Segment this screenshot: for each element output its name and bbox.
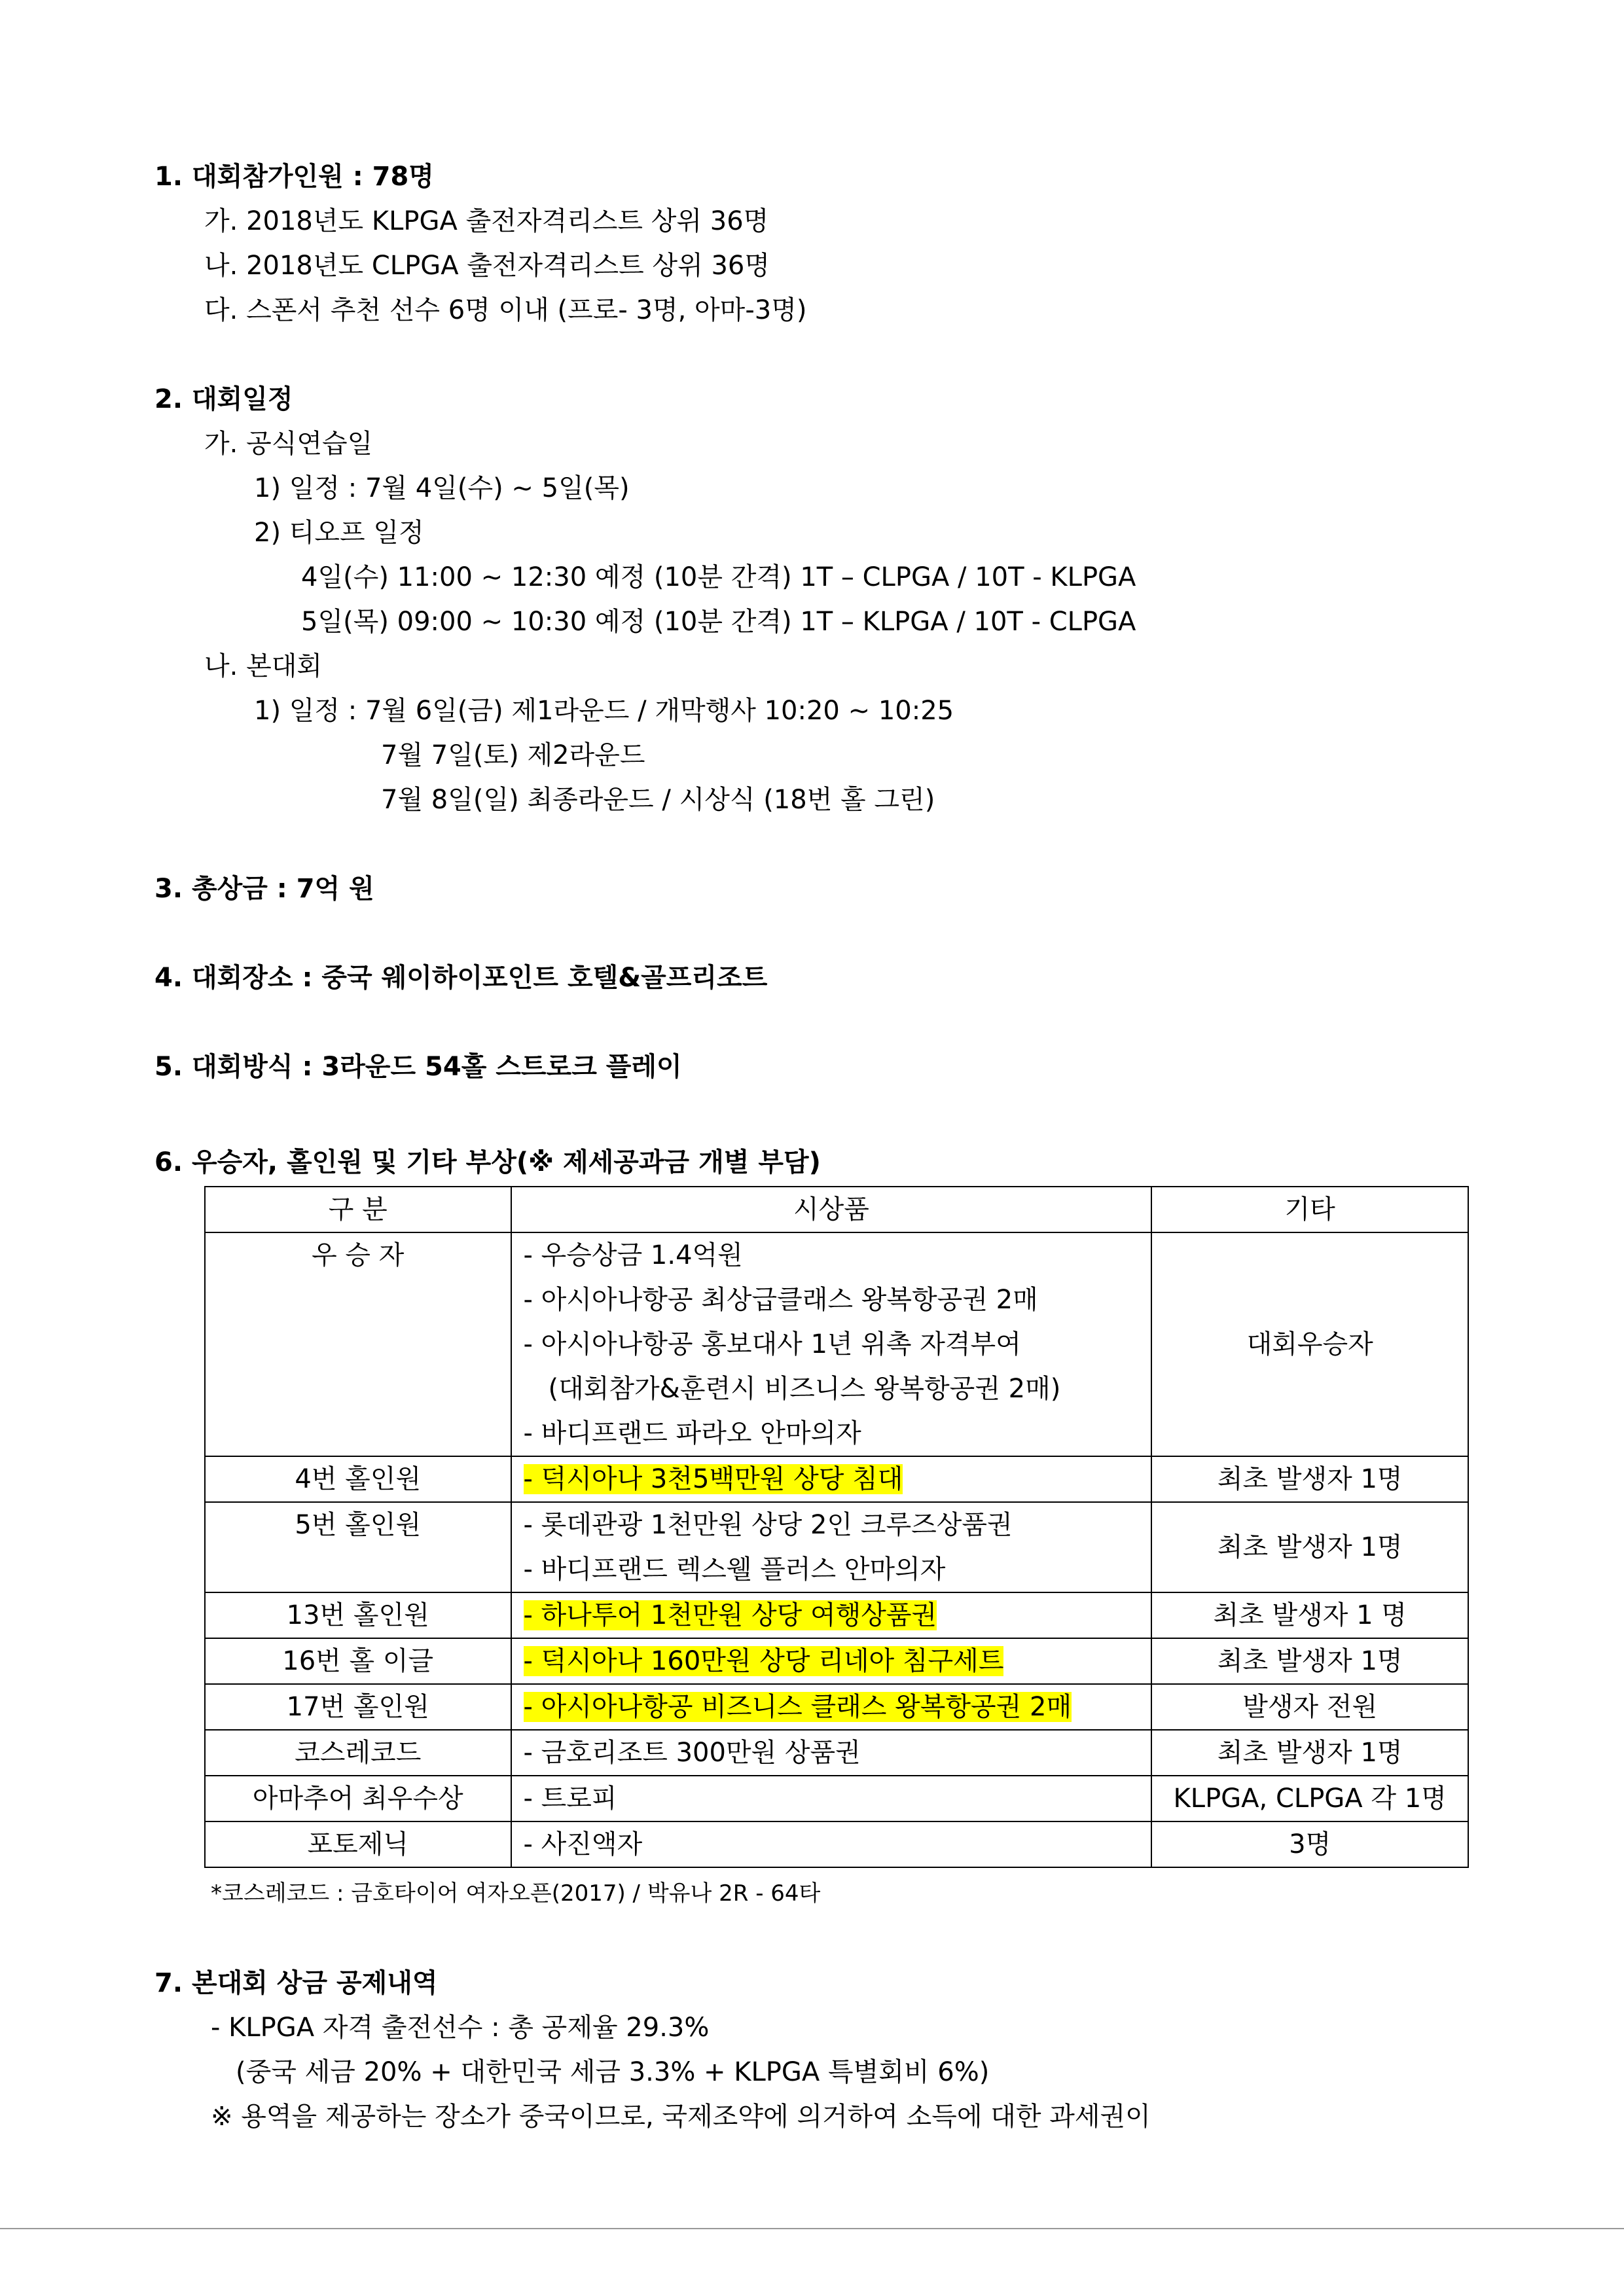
s1-item-da: 다. 스폰서 추천 선수 6명 이내 (프로- 3명, 아마-3명) (204, 295, 807, 325)
table-row (205, 1638, 1468, 1684)
prize-item-highlighted: - 아시아나항공 비즈니스 클래스 왕복항공권 2매 (523, 1692, 1072, 1722)
row-etc: 3명 (1151, 1821, 1468, 1867)
row-prize (511, 1592, 1152, 1638)
page-bottom-divider (0, 2228, 1624, 2229)
row-prize: - 사진액자 (511, 1821, 1152, 1867)
s2-ga-2a: 4일(수) 11:00 ~ 12:30 예정 (10분 간격) 1T – CLPGA / 10T - KLPGA (301, 562, 1136, 592)
row-prize (511, 1502, 1152, 1592)
row-etc: 대회우승자 (1151, 1232, 1468, 1456)
section-4-title: 4. 대회장소 : 중국 웨이하이포인트 호텔&골프리조트 (154, 963, 768, 993)
prize-item-highlighted: - 덕시아나 160만원 상당 리네아 침구세트 (523, 1646, 1004, 1676)
prize-item: - 바디프랜드 렉스웰 플러스 안마의자 (523, 1554, 946, 1585)
prize-item: - 우승상금 1.4억원 (523, 1240, 743, 1270)
row-prize (511, 1232, 1152, 1456)
row-prize (511, 1456, 1152, 1502)
row-etc: 최초 발생자 1명 (1151, 1456, 1468, 1502)
s2-ga-2b: 5일(목) 09:00 ~ 10:30 예정 (10분 간격) 1T – KLPGA / 10T - CLPGA (301, 607, 1136, 637)
header-prize: 시상품 (511, 1187, 1152, 1232)
table-row (205, 1592, 1468, 1638)
s7-line-2: (중국 세금 20% + 대한민국 세금 3.3% + KLPGA 특별회비 6%) (236, 2057, 990, 2087)
table-row (205, 1502, 1468, 1592)
row-category: 4번 홀인원 (205, 1456, 511, 1502)
header-etc: 기타 (1151, 1187, 1468, 1232)
row-etc: 발생자 전원 (1151, 1684, 1468, 1730)
s2-na-1: 1) 일정 : 7월 6일(금) 제1라운드 / 개막행사 10:20 ~ 10:25 (254, 696, 954, 726)
prize-item: (대회참가&훈련시 비즈니스 왕복항공권 2매) (548, 1374, 1061, 1404)
row-etc: 최초 발생자 1명 (1151, 1730, 1468, 1776)
s2-na: 나. 본대회 (204, 651, 322, 681)
prize-item-highlighted: - 덕시아나 3천5백만원 상당 침대 (523, 1464, 903, 1494)
prize-table (204, 1186, 1469, 1868)
row-category: 아마추어 최우수상 (205, 1776, 511, 1821)
section-6-title: 6. 우승자, 홀인원 및 기타 부상(※ 제세공과금 개별 부담) (154, 1147, 821, 1177)
row-category: 포토제닉 (205, 1821, 511, 1867)
table-row (205, 1456, 1468, 1502)
row-category: 13번 홀인원 (205, 1592, 511, 1638)
row-category: 16번 홀 이글 (205, 1638, 511, 1684)
table-row (205, 1776, 1468, 1821)
row-prize (511, 1638, 1152, 1684)
s1-item-ga: 가. 2018년도 KLPGA 출전자격리스트 상위 36명 (204, 206, 769, 236)
header-category: 구 분 (205, 1187, 511, 1232)
row-etc: KLPGA, CLPGA 각 1명 (1151, 1776, 1468, 1821)
table-row (205, 1821, 1468, 1867)
prize-item: - 아시아나항공 최상급클래스 왕복항공권 2매 (523, 1285, 1038, 1315)
row-prize: - 금호리조트 300만원 상품권 (511, 1730, 1152, 1776)
s2-na-3: 7월 8일(일) 최종라운드 / 시상식 (18번 홀 그린) (381, 785, 935, 815)
section-5-title: 5. 대회방식 : 3라운드 54홀 스트로크 플레이 (154, 1052, 682, 1082)
section-3-title: 3. 총상금 : 7억 원 (154, 874, 374, 904)
s7-line-3: ※ 용역을 제공하는 장소가 중국이므로, 국제조약에 의거하여 소득에 대한 과세권이 (211, 2102, 1151, 2132)
s2-na-2: 7월 7일(토) 제2라운드 (381, 740, 645, 770)
row-category: 우 승 자 (205, 1232, 511, 1456)
s1-item-na: 나. 2018년도 CLPGA 출전자격리스트 상위 36명 (204, 251, 770, 281)
row-category: 5번 홀인원 (205, 1502, 511, 1592)
s7-line-1: - KLPGA 자격 출전선수 : 총 공제율 29.3% (211, 2013, 710, 2043)
prize-item: - 아시아나항공 홍보대사 1년 위촉 자격부여 (523, 1329, 1021, 1359)
section-7-title: 7. 본대회 상금 공제내역 (154, 1968, 438, 1998)
prize-item: - 롯데관광 1천만원 상당 2인 크루즈상품권 (523, 1510, 1013, 1540)
section-2-title: 2. 대회일정 (154, 384, 293, 414)
s2-ga-1: 1) 일정 : 7월 4일(수) ~ 5일(목) (254, 473, 630, 503)
row-prize: - 트로피 (511, 1776, 1152, 1821)
s2-ga: 가. 공식연습일 (204, 429, 373, 459)
row-etc: 최초 발생자 1명 (1151, 1638, 1468, 1684)
row-etc: 최초 발생자 1 명 (1151, 1592, 1468, 1638)
prize-item: - 바디프랜드 파라오 안마의자 (523, 1418, 861, 1448)
section-1-title: 1. 대회참가인원 : 78명 (154, 162, 434, 192)
table-row (205, 1684, 1468, 1730)
row-category: 17번 홀인원 (205, 1684, 511, 1730)
row-etc: 최초 발생자 1명 (1151, 1502, 1468, 1592)
s2-ga-2: 2) 티오프 일정 (254, 518, 424, 548)
course-record-note: *코스레코드 : 금호타이어 여자오픈(2017) / 박유나 2R - 64타 (211, 1880, 821, 1907)
row-category: 코스레코드 (205, 1730, 511, 1776)
table-row (205, 1730, 1468, 1776)
table-row (205, 1232, 1468, 1456)
row-prize (511, 1684, 1152, 1730)
prize-item-highlighted: - 하나투어 1천만원 상당 여행상품권 (523, 1600, 937, 1630)
table-header-row (205, 1187, 1468, 1232)
